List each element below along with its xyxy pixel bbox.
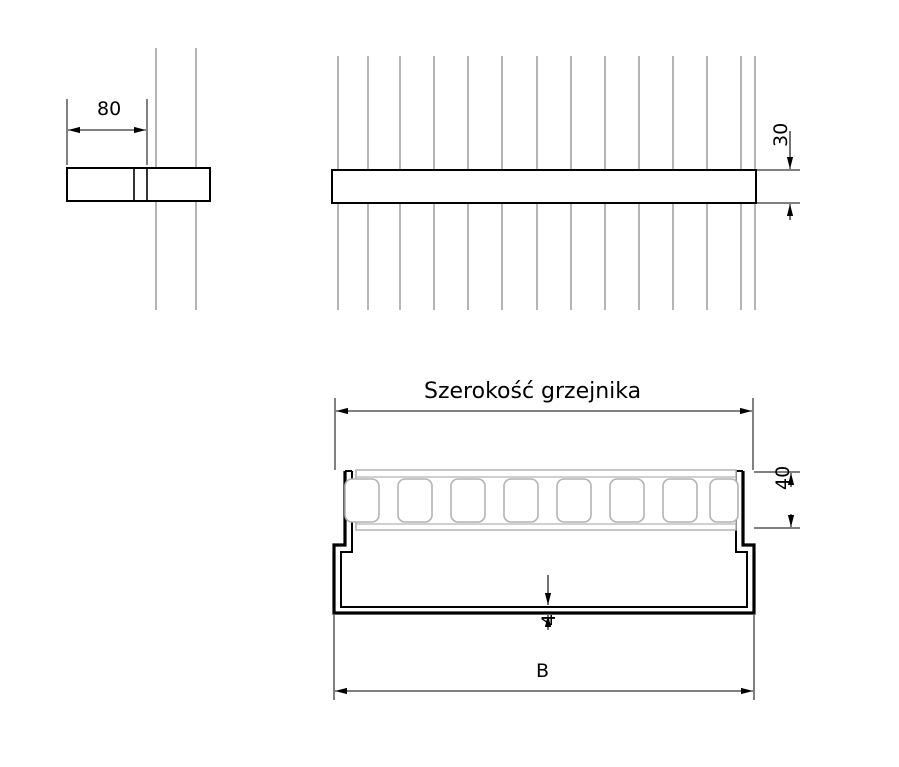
section-view [334, 398, 800, 700]
dimension-label-40: 40 [772, 465, 794, 490]
dimension-label-4: 4 [538, 613, 560, 626]
dimension-label-80: 80 [97, 98, 122, 120]
left-side-view [67, 48, 210, 310]
section-title-label: Szerokość grzejnika [424, 379, 642, 404]
top-view [332, 56, 800, 310]
dimension-label-b: B [536, 660, 550, 682]
dimension-label-30: 30 [770, 122, 792, 147]
